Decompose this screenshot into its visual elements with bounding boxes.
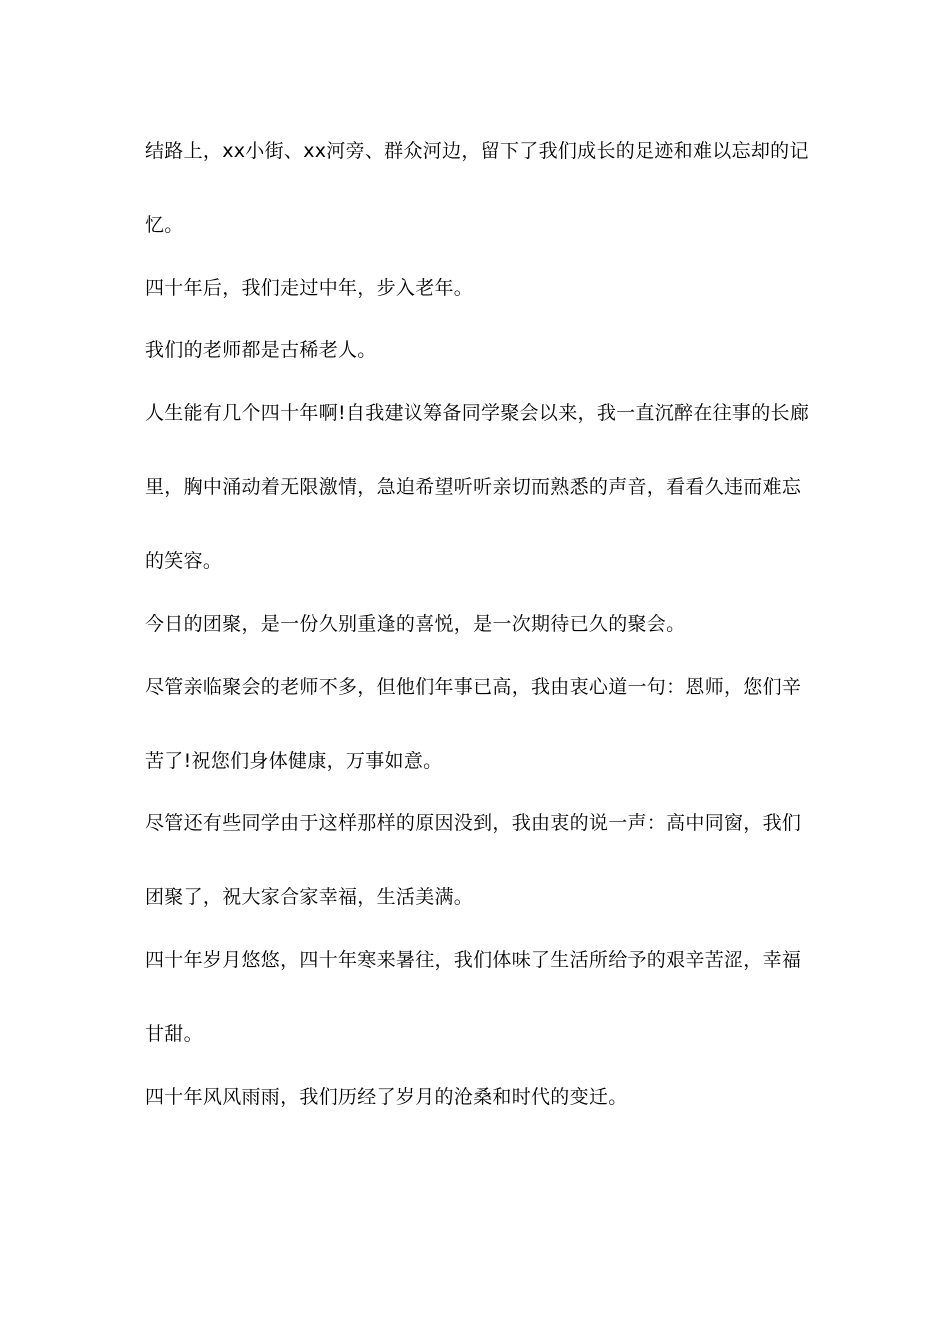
text-line: 四十年后，我们走过中年，步入老年。 (145, 277, 474, 299)
text-line: 尽管亲临聚会的老师不多，但他们年事已高，我由衷心道一句：恩师，您们辛 (145, 676, 802, 698)
text-line: 甘甜。 (145, 1023, 203, 1045)
text-line: 结路上，xx小街、xx河旁、群众河边，留下了我们成长的足迹和难以忘却的记 (145, 140, 809, 162)
text-line: 我们的老师都是古稀老人。 (145, 339, 377, 361)
text-line: 苦了!祝您们身体健康，万事如意。 (145, 750, 443, 772)
text-line: 团聚了，祝大家合家幸福，生活美满。 (145, 886, 474, 908)
text-line: 人生能有几个四十年啊!自我建议筹备同学聚会以来，我一直沉醉在往事的长廊 (145, 402, 810, 424)
text-line: 的笑容。 (145, 550, 223, 572)
text-line: 今日的团聚，是一份久别重逢的喜悦，是一次期待已久的聚会。 (145, 613, 686, 635)
text-line: 忆。 (145, 214, 184, 236)
text-line: 尽管还有些同学由于这样那样的原因没到，我由衷的说一声：高中同窗，我们 (145, 812, 802, 834)
text-line: 四十年风风雨雨，我们历经了岁月的沧桑和时代的变迁。 (145, 1086, 628, 1108)
text-line: 里，胸中涌动着无限激情，急迫希望听听亲切而熟悉的声音，看看久违而难忘 (145, 476, 802, 498)
text-line: 四十年岁月悠悠，四十年寒来暑往，我们体味了生活所给予的艰辛苦涩，幸福 (145, 949, 802, 971)
